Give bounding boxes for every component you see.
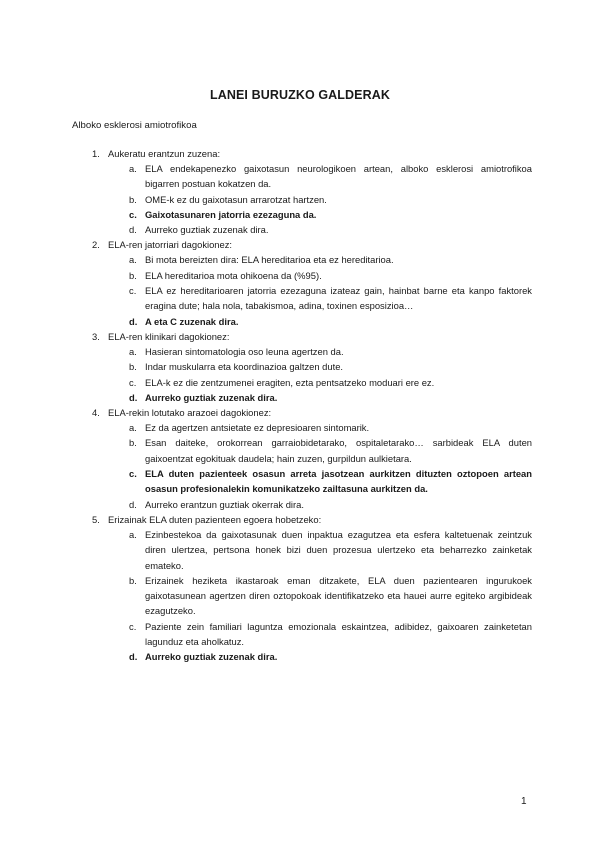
answer-option bbox=[129, 466, 532, 497]
answer-text: ELA-k ez die zentzumenei eragiten, ezta pentsatzeko moduari ere ez. bbox=[145, 376, 435, 388]
answer-text: A eta C zuzenak dira. bbox=[145, 315, 239, 327]
answer-letter: a. bbox=[129, 254, 137, 266]
question-row bbox=[92, 146, 532, 161]
answer-text: OME-k ez du gaixotasun arrarotzat hartzen. bbox=[145, 193, 327, 205]
answer-letter: c. bbox=[129, 376, 137, 388]
answer-option bbox=[129, 435, 532, 466]
answer-option bbox=[129, 222, 532, 237]
answer-option bbox=[129, 252, 532, 267]
answer-option bbox=[129, 283, 532, 314]
answer-text: Aurreko guztiak zuzenak dira. bbox=[145, 651, 278, 663]
answer-letter: c. bbox=[129, 208, 137, 220]
answer-text: Erizainek heziketa ikastaroak eman ditzakete, ELA duen pazientearen ingurukoek gaixotasunean agertzen diren oztopokoak identifikatzeko eta hauei aurre egiteko argibideak ezagutzeko. bbox=[145, 574, 532, 617]
answer-text: Paziente zein familiari laguntza emozionala eskaintzea, adibidez, gaixoaren zainketetan lagunduz eta aholkatuz. bbox=[145, 620, 532, 648]
answer-text: ELA endekapenezko gaixotasun neurologikoen artean, alboko esklerosi amiotrofikoa bigarren postuan kokatzen da. bbox=[145, 163, 532, 190]
question-number: 1. bbox=[92, 148, 100, 159]
answer-text: Aurreko erantzun guztiak okerrak dira. bbox=[145, 498, 304, 510]
question-number: 2. bbox=[92, 239, 100, 251]
question-item bbox=[92, 237, 532, 328]
answer-option bbox=[129, 390, 532, 405]
answer-option bbox=[129, 359, 532, 374]
answer-text: Indar muskularra eta koordinazioa galtzen dute. bbox=[145, 361, 344, 373]
answer-text: Ez da agertzen antsietate ez depresioaren sintomarik. bbox=[145, 422, 370, 434]
answer-letter: c. bbox=[129, 620, 137, 632]
answer-option bbox=[129, 497, 532, 512]
answer-option bbox=[129, 619, 532, 650]
question-number: 3. bbox=[92, 330, 100, 342]
question-row bbox=[92, 405, 532, 420]
answer-text: Hasieran sintomatologia oso leuna agertzen da. bbox=[145, 345, 344, 357]
answer-letter: a. bbox=[129, 345, 137, 357]
question-row bbox=[92, 512, 532, 527]
answer-option bbox=[129, 344, 532, 359]
answer-option bbox=[129, 314, 532, 329]
answer-list bbox=[129, 420, 532, 512]
page-subtitle: Alboko esklerosi amiotrofikoa bbox=[72, 120, 197, 131]
answer-text: Aurreko guztiak zuzenak dira. bbox=[145, 224, 269, 236]
question-item bbox=[92, 146, 532, 237]
answer-option bbox=[129, 420, 532, 435]
answer-option bbox=[129, 161, 532, 192]
answer-list bbox=[129, 527, 532, 665]
question-text: ELA-rekin lotutako arazoei dagokionez: bbox=[108, 407, 272, 419]
answer-list bbox=[129, 252, 532, 328]
answer-text: Esan daiteke, orokorrean garraiobidetarako, ospitaletarako… sarbideak ELA duten gaixoentzat egokituak daudela; hain zuzen, gurpildun aulkietara. bbox=[145, 437, 532, 464]
answer-text: ELA ez hereditarioaren jatorria ezezaguna izateaz gain, hainbat barne eta kanpo faktorek eragina dute; hala nola, tabakismoa, adina, toxinen esposizioa… bbox=[145, 285, 532, 312]
answer-letter: d. bbox=[129, 651, 138, 663]
answer-letter: b. bbox=[129, 361, 137, 373]
question-item bbox=[92, 405, 532, 512]
answer-list bbox=[129, 344, 532, 405]
page-number: 1 bbox=[521, 796, 527, 807]
question-row bbox=[92, 237, 532, 252]
question-row bbox=[92, 329, 532, 344]
answer-letter: b. bbox=[129, 193, 137, 205]
answer-option bbox=[129, 207, 532, 222]
answer-letter: d. bbox=[129, 391, 138, 403]
question-number: 4. bbox=[92, 407, 100, 419]
answer-list bbox=[129, 161, 532, 237]
question-text: ELA-ren jatorriari dagokionez: bbox=[108, 239, 233, 251]
answer-text: Bi mota bereizten dira: ELA hereditarioa eta ez hereditarioa. bbox=[145, 254, 394, 266]
answer-letter: a. bbox=[129, 422, 137, 434]
answer-text: Aurreko guztiak zuzenak dira. bbox=[145, 391, 278, 403]
question-item bbox=[92, 512, 532, 665]
answer-text: Gaixotasunaren jatorria ezezaguna da. bbox=[145, 208, 317, 220]
question-list bbox=[92, 146, 532, 665]
answer-letter: b. bbox=[129, 574, 137, 586]
answer-option bbox=[129, 192, 532, 207]
page-title: LANEI BURUZKO GALDERAK bbox=[210, 88, 390, 102]
answer-letter: c. bbox=[129, 468, 137, 480]
answer-option bbox=[129, 375, 532, 390]
answer-option bbox=[129, 649, 532, 664]
answer-option bbox=[129, 268, 532, 283]
answer-letter: c. bbox=[129, 285, 137, 297]
answer-letter: d. bbox=[129, 224, 137, 236]
answer-letter: d. bbox=[129, 315, 138, 327]
answer-letter: a. bbox=[129, 528, 137, 540]
question-text: ELA-ren klinikari dagokionez: bbox=[108, 330, 230, 342]
answer-text: ELA duten pazienteek osasun arreta jasotzean aurkitzen dituzten oztopoen artean osasun profesionalekin komunikatzeko zailtasuna aurkitzen da. bbox=[145, 468, 532, 495]
answer-letter: b. bbox=[129, 269, 137, 281]
question-number: 5. bbox=[92, 513, 100, 525]
answer-option bbox=[129, 527, 532, 573]
answer-option bbox=[129, 573, 532, 619]
answer-text: ELA hereditarioa mota ohikoena da (%95). bbox=[145, 269, 322, 281]
question-text: Erizainak ELA duten pazienteen egoera hobetzeko: bbox=[108, 513, 322, 525]
answer-letter: d. bbox=[129, 498, 137, 510]
question-text: Aukeratu erantzun zuzena: bbox=[108, 148, 221, 159]
answer-letter: b. bbox=[129, 437, 137, 449]
question-item bbox=[92, 329, 532, 405]
answer-letter: a. bbox=[129, 163, 137, 174]
answer-text: Ezinbestekoa da gaixotasunak duen inpaktua ezagutzea eta esfera kaltetuenak zeintzuk diren ulertzea, pertsona honek bizi duen prozesua ulertzeko eta beharrezko zainketak emateko. bbox=[145, 528, 532, 571]
